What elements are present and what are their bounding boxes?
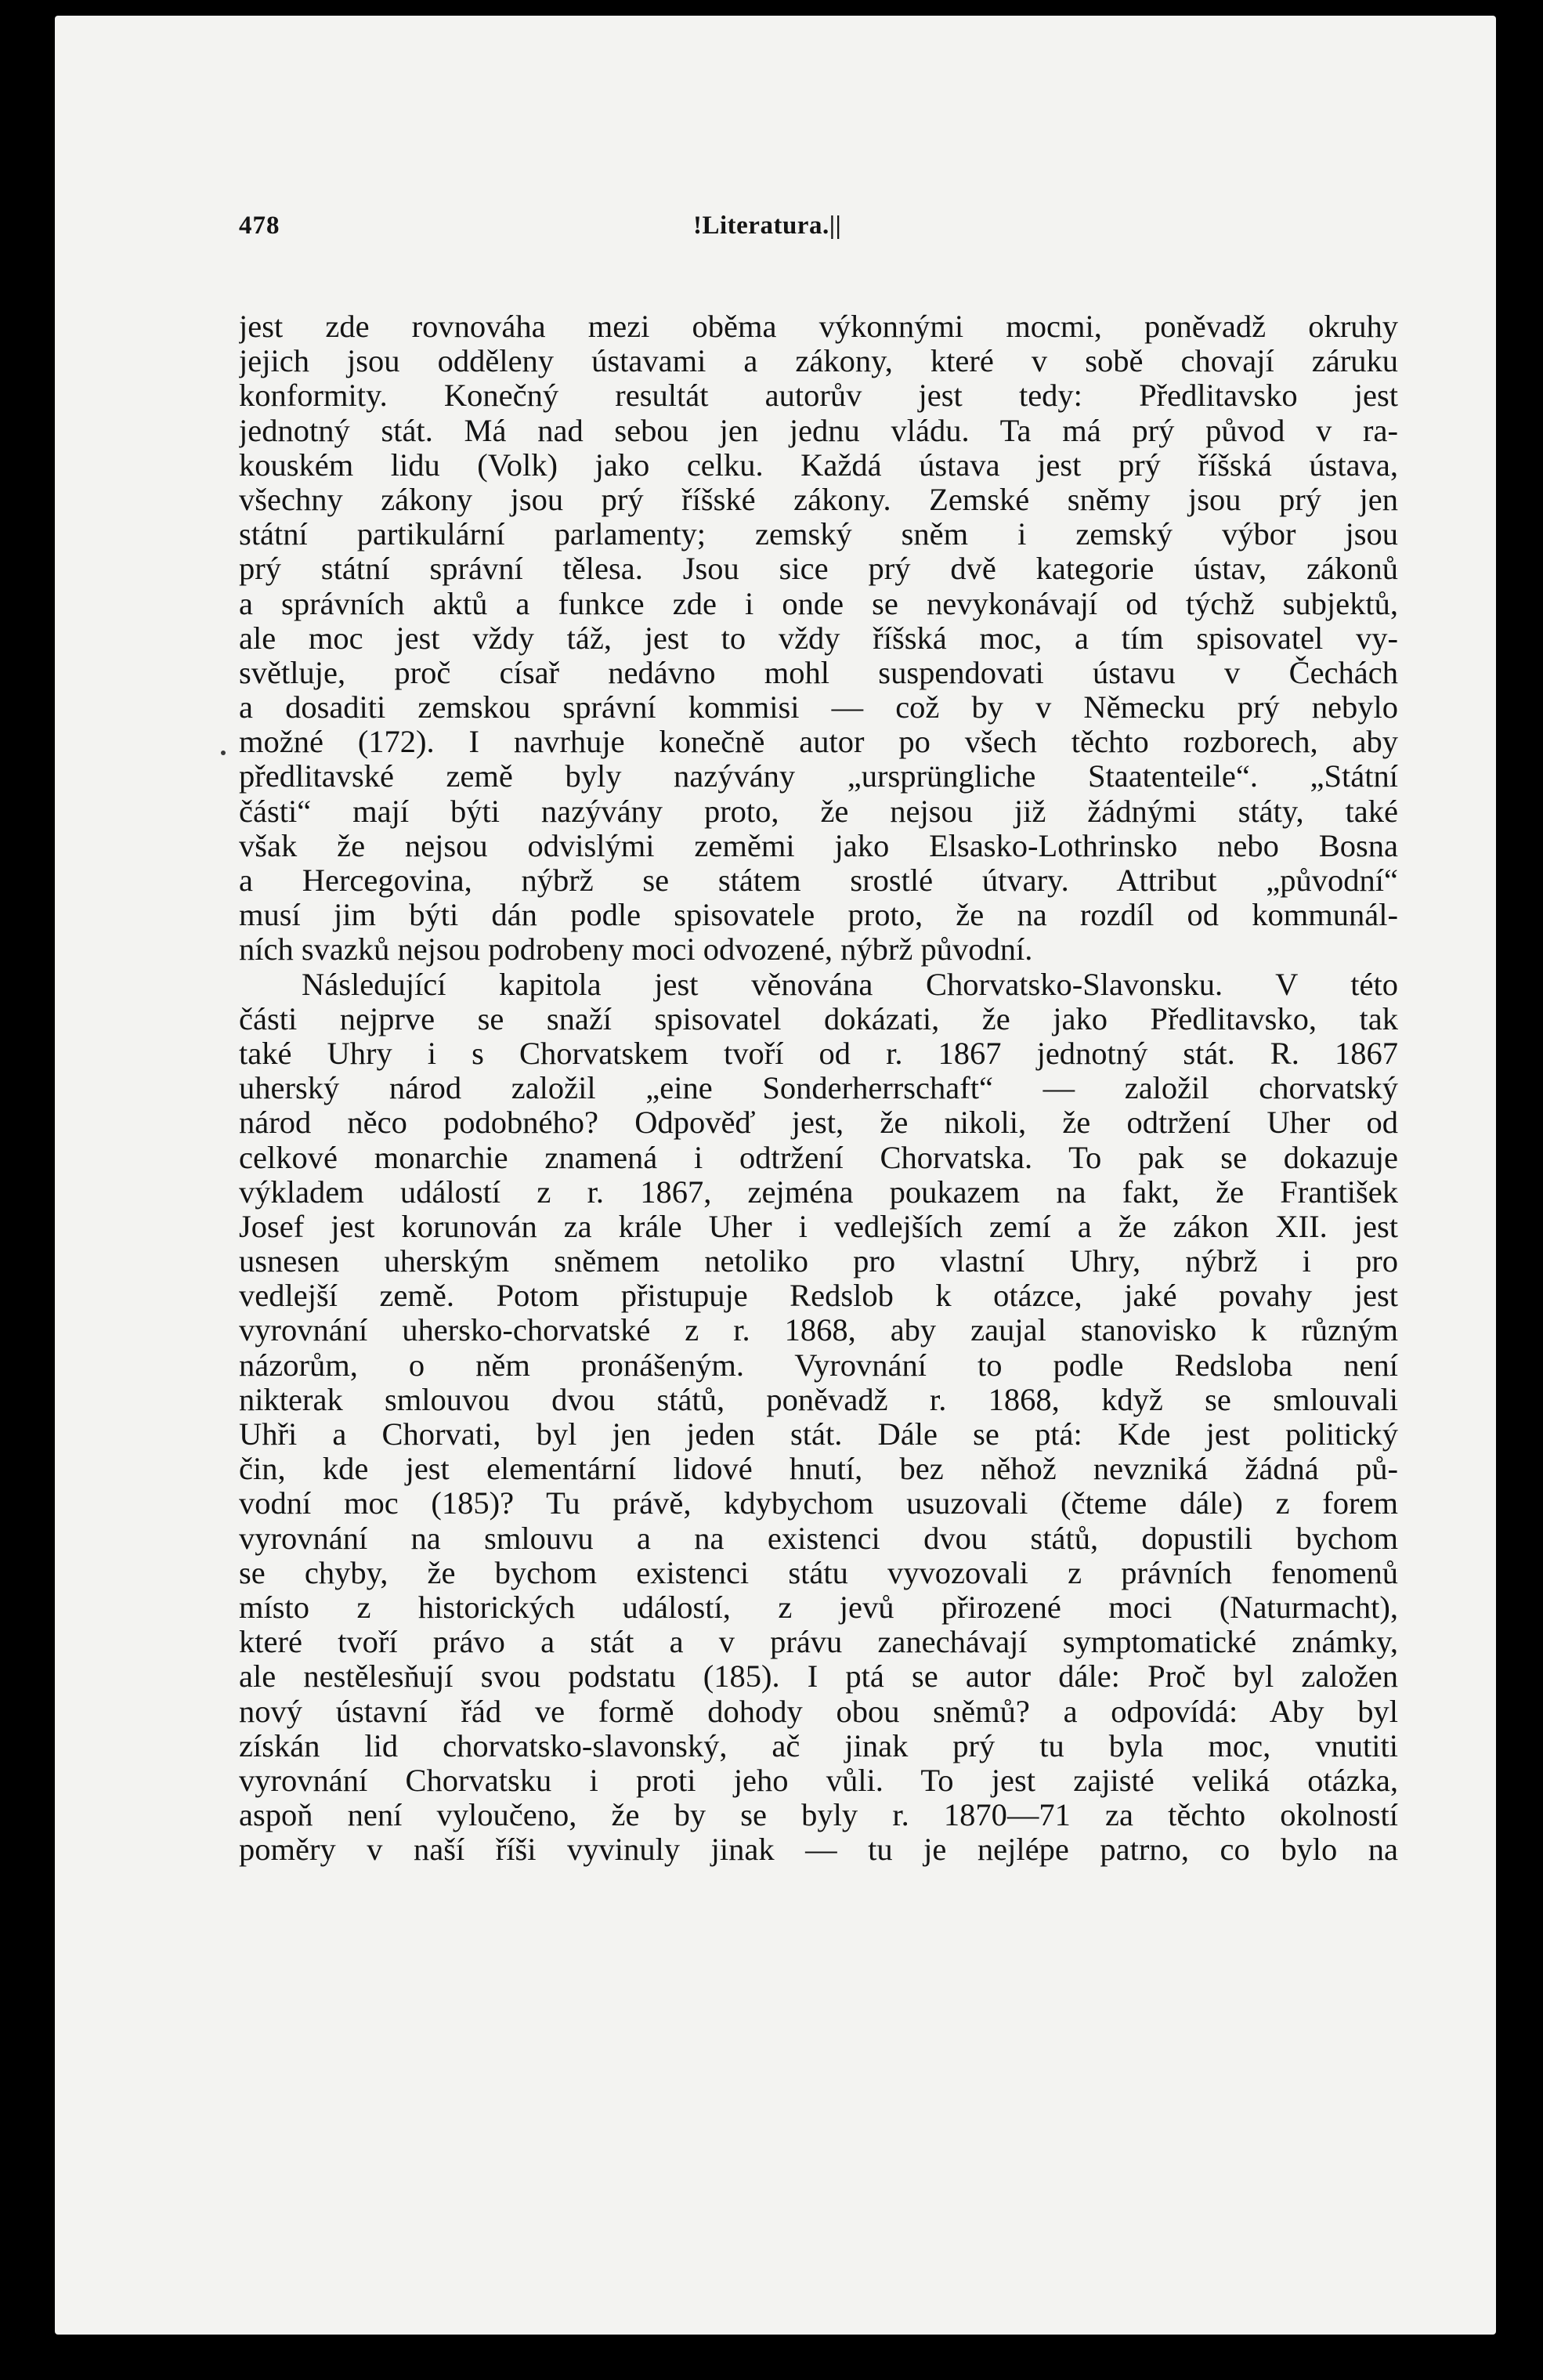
text-line: usnesen uherským sněmem netoliko pro vlastní Uhry, nýbrž i pro bbox=[239, 1244, 1398, 1279]
text-line: názorům, o něm pronášeným. Vyrovnání to podle Redsloba není bbox=[239, 1347, 1398, 1383]
text-line: získán lid chorvatsko-slavonský, ač jinak prý tu byla moc, vnutiti bbox=[239, 1728, 1398, 1763]
text-line: Následující kapitola jest věnována Chorvatsko-Slavonsku. V této bbox=[302, 967, 1398, 1002]
text-line: místo z historických událostí, z jevů přirozené moci (Naturmacht), bbox=[239, 1590, 1398, 1625]
text-line: nový ústavní řád ve formě dohody obou sněmů? a odpovídá: Aby byl bbox=[239, 1694, 1398, 1729]
text-line: však že nejsou odvislými zeměmi jako Elsasko-Lothrinsko nebo Bosna bbox=[239, 828, 1398, 863]
text-line: vyrovnání uhersko-chorvatské z r. 1868, aby zaujal stanovisko k různým bbox=[239, 1313, 1398, 1348]
text-line: světluje, proč císař nedávno mohl suspendovati ústavu v Čechách bbox=[239, 655, 1398, 690]
text-line: poměry v naší říši vyvinuly jinak — tu je nejlépe patrno, co bylo na bbox=[239, 1832, 1398, 1868]
text-line: se chyby, že bychom existenci státu vyvozovali z právních fenomenů bbox=[239, 1555, 1398, 1590]
text-line: prý státní správní tělesa. Jsou sice prý dvě kategorie ústav, zákonů bbox=[239, 552, 1398, 587]
text-line: části nejprve se snaží spisovatel dokázati, že jako Předlitavsko, tak bbox=[239, 1001, 1398, 1036]
text-line: které tvoří právo a stát a v právu zanechávají symptomatické známky, bbox=[239, 1625, 1398, 1660]
text-line: kouském lidu (Volk) jako celku. Každá ústava jest prý říšská ústava, bbox=[239, 447, 1398, 483]
print-speck bbox=[221, 751, 226, 755]
text-line: jejich jsou odděleny ústavami a zákony, které v sobě chovají záruku bbox=[239, 344, 1398, 379]
text-line: možné (172). I navrhuje konečně autor po všech těchto rozborech, aby bbox=[239, 725, 1398, 760]
text-line: části“ mají býti nazývány proto, že nejsou již žádnými státy, také bbox=[239, 794, 1398, 829]
text-line: vodní moc (185)? Tu právě, kdybychom usuzovali (čteme dále) z forem bbox=[239, 1486, 1398, 1521]
text-line: vyrovnání na smlouvu a na existenci dvou států, dopustili bychom bbox=[239, 1521, 1398, 1556]
page-header bbox=[239, 212, 1398, 259]
text-line: celkové monarchie znamená i odtržení Chorvatska. To pak se dokazuje bbox=[239, 1140, 1398, 1175]
paragraph-2 bbox=[239, 968, 1398, 1868]
body-text bbox=[239, 309, 1398, 1867]
text-line: ních svazků nejsou podrobeny moci odvozené, nýbrž původní. bbox=[239, 932, 1033, 968]
text-line: vyrovnání Chorvatsku i proti jeho vůli. To jest zajisté veliká otázka, bbox=[239, 1763, 1398, 1798]
text-line: musí jim býti dán podle spisovatele proto, že na rozdíl od kommunál- bbox=[239, 898, 1398, 933]
text-line: národ něco podobného? Odpověď jest, že nikoli, že odtržení Uher od bbox=[239, 1105, 1398, 1141]
text-line: Uhři a Chorvati, byl jen jeden stát. Dále se ptá: Kde jest politický bbox=[239, 1417, 1398, 1452]
text-line: a dosaditi zemskou správní kommisi — což by v Německu prý nebylo bbox=[239, 690, 1398, 725]
text-line: výkladem událostí z r. 1867, zejména poukazem na fakt, že František bbox=[239, 1174, 1398, 1210]
running-title: !Literatura.|| bbox=[693, 212, 842, 240]
text-line: ale nestělesňují svou podstatu (185). I ptá se autor dále: Proč byl založen bbox=[239, 1659, 1398, 1695]
text-line: vedlejší země. Potom přistupuje Redslob k otázce, jaké povahy jest bbox=[239, 1279, 1398, 1314]
text-line: státní partikulární parlamenty; zemský sněm i zemský výbor jsou bbox=[239, 517, 1398, 552]
page-number: 478 bbox=[239, 212, 280, 240]
text-line: čin, kde jest elementární lidové hnutí, bez něhož nevzniká žádná pů- bbox=[239, 1452, 1398, 1487]
text-line: aspoň není vyloučeno, že by se byly r. 1870—71 za těchto okolností bbox=[239, 1798, 1398, 1833]
text-line: nikterak smlouvou dvou států, poněvadž r. 1868, když se smlouvali bbox=[239, 1382, 1398, 1417]
text-line: všechny zákony jsou prý říšské zákony. Zemské sněmy jsou prý jen bbox=[239, 482, 1398, 517]
text-line: jednotný stát. Má nad sebou jen jednu vládu. Ta má prý původ v ra- bbox=[239, 413, 1398, 448]
text-line: jest zde rovnováha mezi oběma výkonnými mocmi, poněvadž okruhy bbox=[239, 309, 1398, 344]
text-line: a správních aktů a funkce zde i onde se nevykonávají od týchž subjektů, bbox=[239, 586, 1398, 621]
text-line: Josef jest korunován za krále Uher i vedlejších zemí a že zákon XII. jest bbox=[239, 1209, 1398, 1244]
paragraph-1 bbox=[239, 309, 1398, 968]
text-line: také Uhry i s Chorvatskem tvoří od r. 1867 jednotný stát. R. 1867 bbox=[239, 1036, 1398, 1071]
text-line: a Hercegovina, nýbrž se státem srostlé útvary. Attribut „původní“ bbox=[239, 863, 1398, 898]
text-line: ale moc jest vždy táž, jest to vždy říšská moc, a tím spisovatel vy- bbox=[239, 620, 1398, 656]
text-line: konformity. Konečný resultát autorův jest tedy: Předlitavsko jest bbox=[239, 378, 1398, 414]
text-line: uherský národ založil „eine Sonderherrschaft“ — založil chorvatský bbox=[239, 1071, 1398, 1106]
text-line: předlitavské země byly nazývány „ursprüngliche Staatenteile“. „Státní bbox=[239, 759, 1398, 794]
